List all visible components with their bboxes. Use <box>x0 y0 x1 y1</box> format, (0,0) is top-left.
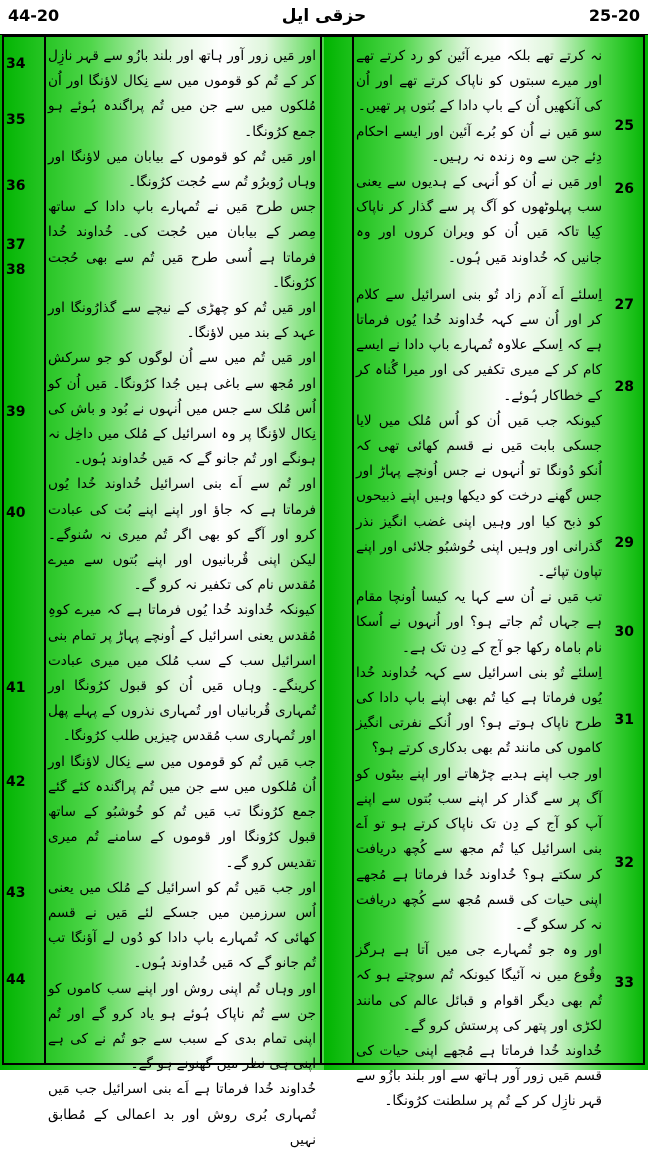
right-text-column <box>356 44 602 1115</box>
center-divider <box>320 35 322 1065</box>
header-book-title: حزقی ایل <box>281 6 367 26</box>
verse-number: 43 <box>6 885 26 901</box>
verse-text: اور مَیں نے اُن کو اُنہی کے ہدیوں سے یعنی سب پہلوٹھوں کو آگ پر سے گذار کر ناپاک کِیا تاکہ مَیں اُن کو ویران کروں اور وہ جانیں کہ خُداوند مَیں ہُوں۔ <box>356 174 602 266</box>
verse-text: اِسلئے تُو بنی اسرائیل سے کہہ خُداوند خُدا یُوں فرماتا ہے کیا تُم بھی اپنے باپ دادا کی طرح ناپاک ہوتے ہو؟ اور اُنکے نفرتی انگیز کاموں کی مانند تُم بھی بدکاری کرتے ہو؟ <box>356 664 602 757</box>
verse-text: خُداوند خُدا فرماتا ہے مُجھے اپنی حیات کی قسم مَیں زور آور ہاتھ سے اور بلند بازُو سے قہر نازِل کر کے تُم پر سلطنت کرُونگا۔ <box>356 1042 602 1110</box>
verse-text: اور مَیں زور آور ہاتھ اور بلند بازُو سے قہر نازِل کر کے تُم کو قوموں میں سے نِکال لاؤنگا اور اُن مُلکوں میں سے جن میں تُم پراگندہ ہُوئے ہو جمع کرُونگا۔ <box>48 48 316 140</box>
left-number-divider <box>44 35 46 1065</box>
left-text-column <box>48 44 316 1153</box>
verse-text: کیونکہ جب مَیں اُن کو اُس مُلک میں لایا جسکی بابت مَیں نے قسم کھائی تھی کہ اُنکو دُونگا تو اُنہوں نے جس اُونچے پہاڑ اور جس گھنے درخت کو دیکھا وہیں اپنے ذبیحوں کو ذبح کیا اور وہیں اپنی غضب انگیز نذر گذرانی اور وہیں اپنی خُوشبُو جلائی اور اپنے تپاون تپائے۔ <box>356 412 602 581</box>
verse-number: 38 <box>6 262 26 278</box>
header-right-reference: 25-20 <box>588 6 640 25</box>
verse-text: اور مَیں تُم کو قوموں کے بیابان میں لاؤنگا اور وہاں رُوبرُو تُم سے حُجت کرُونگا۔ <box>48 148 316 191</box>
verse-text: اور مَیں تُم کو چھڑی کے نیچے سے گذارُونگا اور عہد کے بند میں لاؤنگا۔ <box>48 300 316 342</box>
verse-number: 27 <box>614 297 634 313</box>
verse-number: 40 <box>6 505 26 521</box>
verse-text: اور مَیں تُم میں سے اُن لوگوں کو جو سرکش اور مُجھ سے باغی ہیں جُدا کرُونگا۔ مَیں اُن کو اُس مُلک سے جس میں اُنہوں نے بُود و باش کی نِکال لاؤنگا پر وہ اسرائیل کے مُلک میں داخِل نہ ہونگے اور تُم جانو گے کہ مَیں خُداوند ہُوں۔ <box>48 350 316 468</box>
verse-number: 30 <box>614 624 634 640</box>
verse-number: 42 <box>6 774 26 790</box>
verse-number: 29 <box>614 535 634 551</box>
verse-number: 34 <box>6 56 26 72</box>
verse-text: تب مَیں نے اُن سے کہا یہ کیسا اُونچا مقام ہے جہاں تُم جاتے ہو؟ اور اُنہوں نے اُسکا نام باماہ رکھا جو آج کے دِن تک ہے۔ <box>356 589 602 656</box>
verse-text: خُداوند خُدا فرماتا ہے اَے بنی اسرائیل جب مَیں تُمہاری بُری روش اور بد اعمالی کے مُطابق نہیں <box>48 1081 316 1148</box>
verse-text: اور تُم سے اَے بنی اسرائیل خُداوند خُدا یُوں فرماتا ہے کہ جاؤ اور اپنے اپنے بُت کی عبادت کرو اور آگے کو بھی اگر تُم میری نہ سُنوگے۔ لیکن اپنی قُربانیوں اور اپنے بُتوں سے میرے مُقدس نام کی تکفیر نہ کرو گے۔ <box>48 476 316 594</box>
verse-number: 44 <box>6 972 26 988</box>
verse-text: سو مَیں نے اُن کو بُرے آئین اور ایسے احکام دِئے جن سے وہ زندہ نہ رہیں۔ <box>356 123 602 165</box>
verse-text: اور وہ جو تُمہارے جی میں آتا ہے ہرگز وقُوع میں نہ آئیگا کیونکہ تُم سوچتے ہو کہ تُم بھی دیگر اقوام و قبائل عالم کی مانند لکڑی اور پتھر کی پرستش کرو گے۔ <box>356 942 602 1034</box>
verse-number: 28 <box>614 379 634 395</box>
right-number-divider <box>352 35 354 1065</box>
verse-text: اور جب اپنے ہدیے چڑھاتے اور اپنے بیٹوں کو آگ پر سے گذار کر اپنے سب بُتوں سے اپنے آپ کو آج کے دِن تک ناپاک کرتے ہو تو اَے بنی اسرائیل کیا تُم مجھ سے کُچھ دریافت کر سکتے ہو؟ خُداوند خُدا فرماتا ہے مُجھے اپنی حیات کی قسم مُجھ سے کُچھ دریافت نہ کر سکو گے۔ <box>356 765 602 933</box>
verse-number: 37 <box>6 237 26 253</box>
verse-text: اور جب مَیں تُم کو اسرائیل کے مُلک میں یعنی اُس سرزمین میں جسکے لئے مَیں نے قسم کھائی کہ تُمہارے باپ دادا کو دُوں لے آؤنگا تب تُم جانو گے کہ مَیں خُداوند ہُوں۔ <box>48 879 316 972</box>
verse-number: 25 <box>614 118 634 134</box>
verse-text: جب مَیں تُم کو قوموں میں سے نِکال لاؤنگا اور اُن مُلکوں میں سے جن میں تُم پراگندہ کئے گئے جمع کرُونگا تب مَیں تُم کو خُوشبُو کے ساتھ قبول کرُونگا اور قوموں کے سامنے تُم میری تقدیس کرو گے۔ <box>48 753 316 871</box>
verse-number: 26 <box>614 181 634 197</box>
verse-text: اور وہاں تُم اپنی روش اور اپنے سب کاموں کو جن سے تُم ناپاک ہُوئے ہو یاد کرو گے اور تُم اپنی تمام بدی کے سبب سے جو تُم نے کی ہے اپنی ہی نظر میں گھنونے ہو گے۔ <box>48 980 316 1073</box>
verse-number: 31 <box>614 712 634 728</box>
verse-number: 39 <box>6 404 26 420</box>
verse-text: کیونکہ خُداوند خُدا یُوں فرماتا ہے کہ میرے کوہِ مُقدس یعنی اسرائیل کے اُونچے پہاڑ پر تمام بنی اسرائیل سب کے سب مُلک میں میری عبادت کرینگے۔ وہاں مَیں اُن کو قبول کرُونگا اور تُمہاری قُربانیاں اور تُمہاری نذروں کے پہلے پھل اور تُمہاری سب مُقدس چیزیں طلب کرُونگا۔ <box>48 602 316 745</box>
verse-text: نہ کرتے تھے بلکہ میرے آئین کو رد کرتے تھے اور میرے سبتوں کو ناپاک کرتے تھے اور اُن کی آنکھیں اُن کے باپ دادا کے بُتوں پر تھیں۔ <box>356 48 602 115</box>
verse-number: 41 <box>6 680 26 696</box>
verse-number: 35 <box>6 112 26 128</box>
header-left-reference: 44-20 <box>8 6 60 25</box>
verse-number: 33 <box>614 975 634 991</box>
verse-number: 36 <box>6 178 26 194</box>
verse-text: اِسلئے اَے آدم زاد تُو بنی اسرائیل سے کلام کر اور اُن سے کہہ خُداوند خُدا یُوں فرماتا ہے کہ اِسکے علاوہ تُمہارے باپ دادا نے ایسے کام کر کے میری تکفیر کی اور میرا گُناہ کر کے خطاکار ہُوئے۔ <box>356 286 602 404</box>
verse-text: جس طرح مَیں نے تُمہارے باپ دادا کے ساتھ مِصر کے بیابان میں حُجت کی۔ خُداوند خُدا فرماتا ہے اُسی طرح مَیں تُم سے بھی حُجت کرُونگا۔ <box>48 199 316 291</box>
page-header <box>0 0 648 35</box>
verse-number: 32 <box>614 855 634 871</box>
